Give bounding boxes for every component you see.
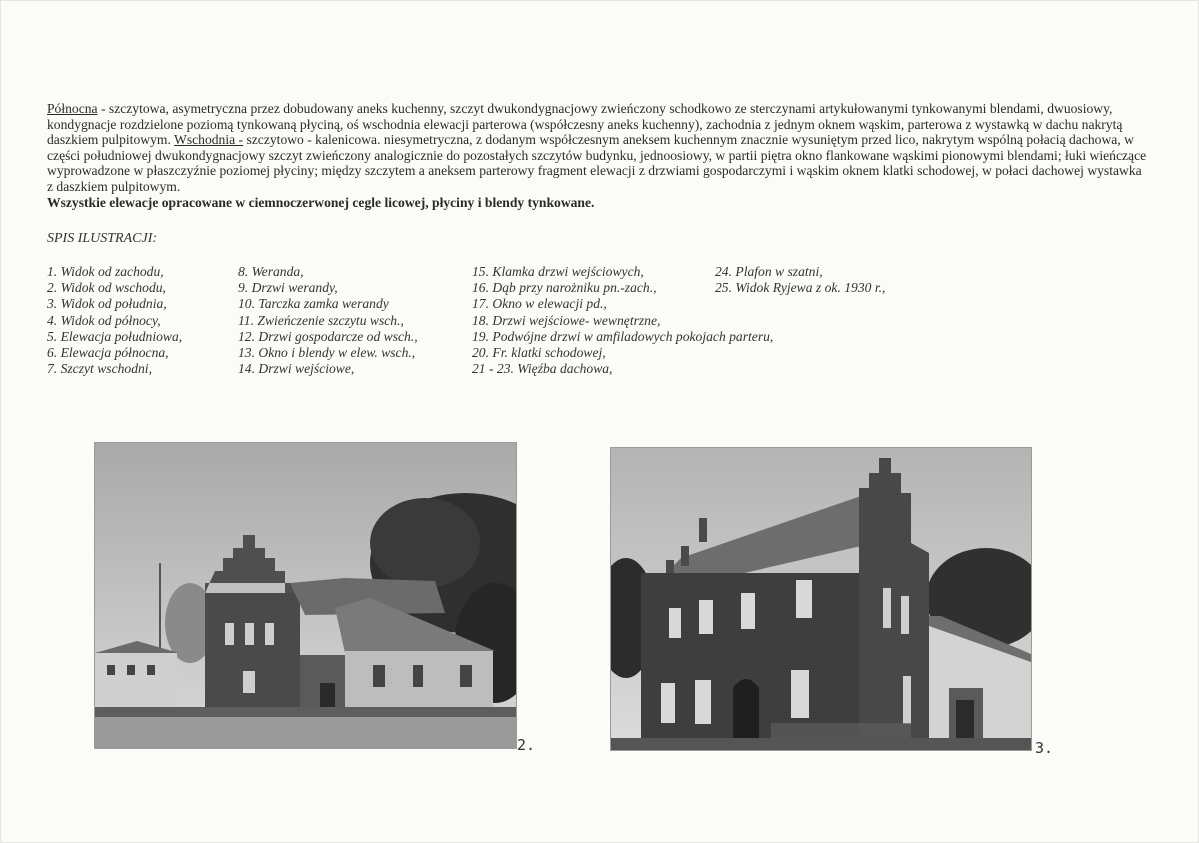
list-item: 12. Drzwi gospodarcze od wsch.,	[238, 328, 418, 344]
materials-note: Wszystkie elewacje opracowane w ciemnoczerwonej cegle licowej, płyciny i blendy tynkowane.	[47, 194, 595, 210]
list-item: 15. Klamka drzwi wejściowych,	[472, 264, 644, 279]
list-item: 3. Widok od południa,	[47, 296, 167, 312]
list-item: 1. Widok od zachodu,	[47, 264, 164, 279]
list-item: 4. Widok od północy,	[47, 312, 161, 328]
list-item: 6. Elewacja północna,	[47, 345, 169, 361]
illustrations-column-1	[47, 264, 182, 377]
illustrations-column-4	[715, 264, 885, 296]
photo-number-3: 3.	[1035, 739, 1054, 757]
east-text: szczytowo - kalenicowa. niesymetryczna, z dodanym współczesnym aneksem kuchennym znacznie wysuniętym przed lico, nakrytym wspólną połacią dachowa, w części południowej dwukondygnacjowy szczyt zwieńczony analogicznie do pozostałych szczytów budynku, jednoosiowy, w partii piętra okno flankowane wąskimi pionowymi blendami; łuki wieńczące wyprowadzone w płaszczyźnie poziomej płyciny; między szczytem a aneksem parterowy fragment elewacji z drzwiami gospodarczymi i wąskim oknem klatki schodowej, w połaci dachowej wystawka z daszkiem pulpitowym.	[47, 132, 1147, 194]
illustrations-list-title: SPIS ILUSTRACJI:	[47, 231, 158, 246]
list-item: 14. Drzwi wejściowe,	[238, 361, 355, 377]
photo-number-2: 2.	[517, 736, 536, 754]
list-item: 25. Widok Ryjewa z ok. 1930 r.,	[715, 280, 886, 296]
photo-building-south-view	[610, 447, 1032, 751]
list-item: 5. Elewacja południowa,	[47, 328, 183, 344]
list-item: 10. Tarczka zamka werandy	[238, 296, 389, 312]
north-text: - szczytowa, asymetryczna przez dobudowany aneks kuchenny, szczyt dwukondygnacjowy zwieńczony schodkowo ze sterczynami artykułowanymi tynkowanymi blendami, dwuosiowy, kondygnacje rozdzielone poziomą tynkowaną płyciną, oś wschodnia elewacji parterowa (współczesny aneks kuchenny), zachodnia z jednym oknem wąskim, parterowa z wystawką w dachu nakrytą daszkiem pulpitowym.	[47, 101, 1123, 148]
illustrations-column-2	[238, 264, 418, 377]
list-item: 17. Okno w elewacji pd.,	[472, 296, 607, 312]
list-item: 18. Drzwi wejściowe- wewnętrzne,	[472, 312, 661, 328]
list-item: 11. Zwieńczenie szczytu wsch.,	[238, 312, 404, 328]
list-item: 16. Dąb przy narożniku pn.-zach.,	[472, 280, 657, 296]
list-item: 21 - 23. Więźba dachowa,	[472, 361, 613, 377]
north-label: Północna	[47, 101, 98, 116]
list-item: 7. Szczyt wschodni,	[47, 361, 152, 377]
list-item: 8. Weranda,	[238, 264, 304, 279]
list-item: 20. Fr. klatki schodowej,	[472, 345, 606, 361]
list-item: 2. Widok od wschodu,	[47, 280, 166, 296]
list-item: 19. Podwójne drzwi w amfiladowych pokojach parteru,	[472, 328, 774, 344]
list-item: 24. Plafon w szatni,	[715, 264, 823, 279]
elevation-description	[47, 101, 1147, 210]
east-label: Wschodnia -	[174, 132, 244, 148]
description-paragraph	[47, 101, 1147, 195]
list-item: 13. Okno i blendy w elew. wsch.,	[238, 345, 416, 361]
photo-building-east-view	[94, 442, 517, 749]
list-item: 9. Drzwi werandy,	[238, 280, 338, 296]
